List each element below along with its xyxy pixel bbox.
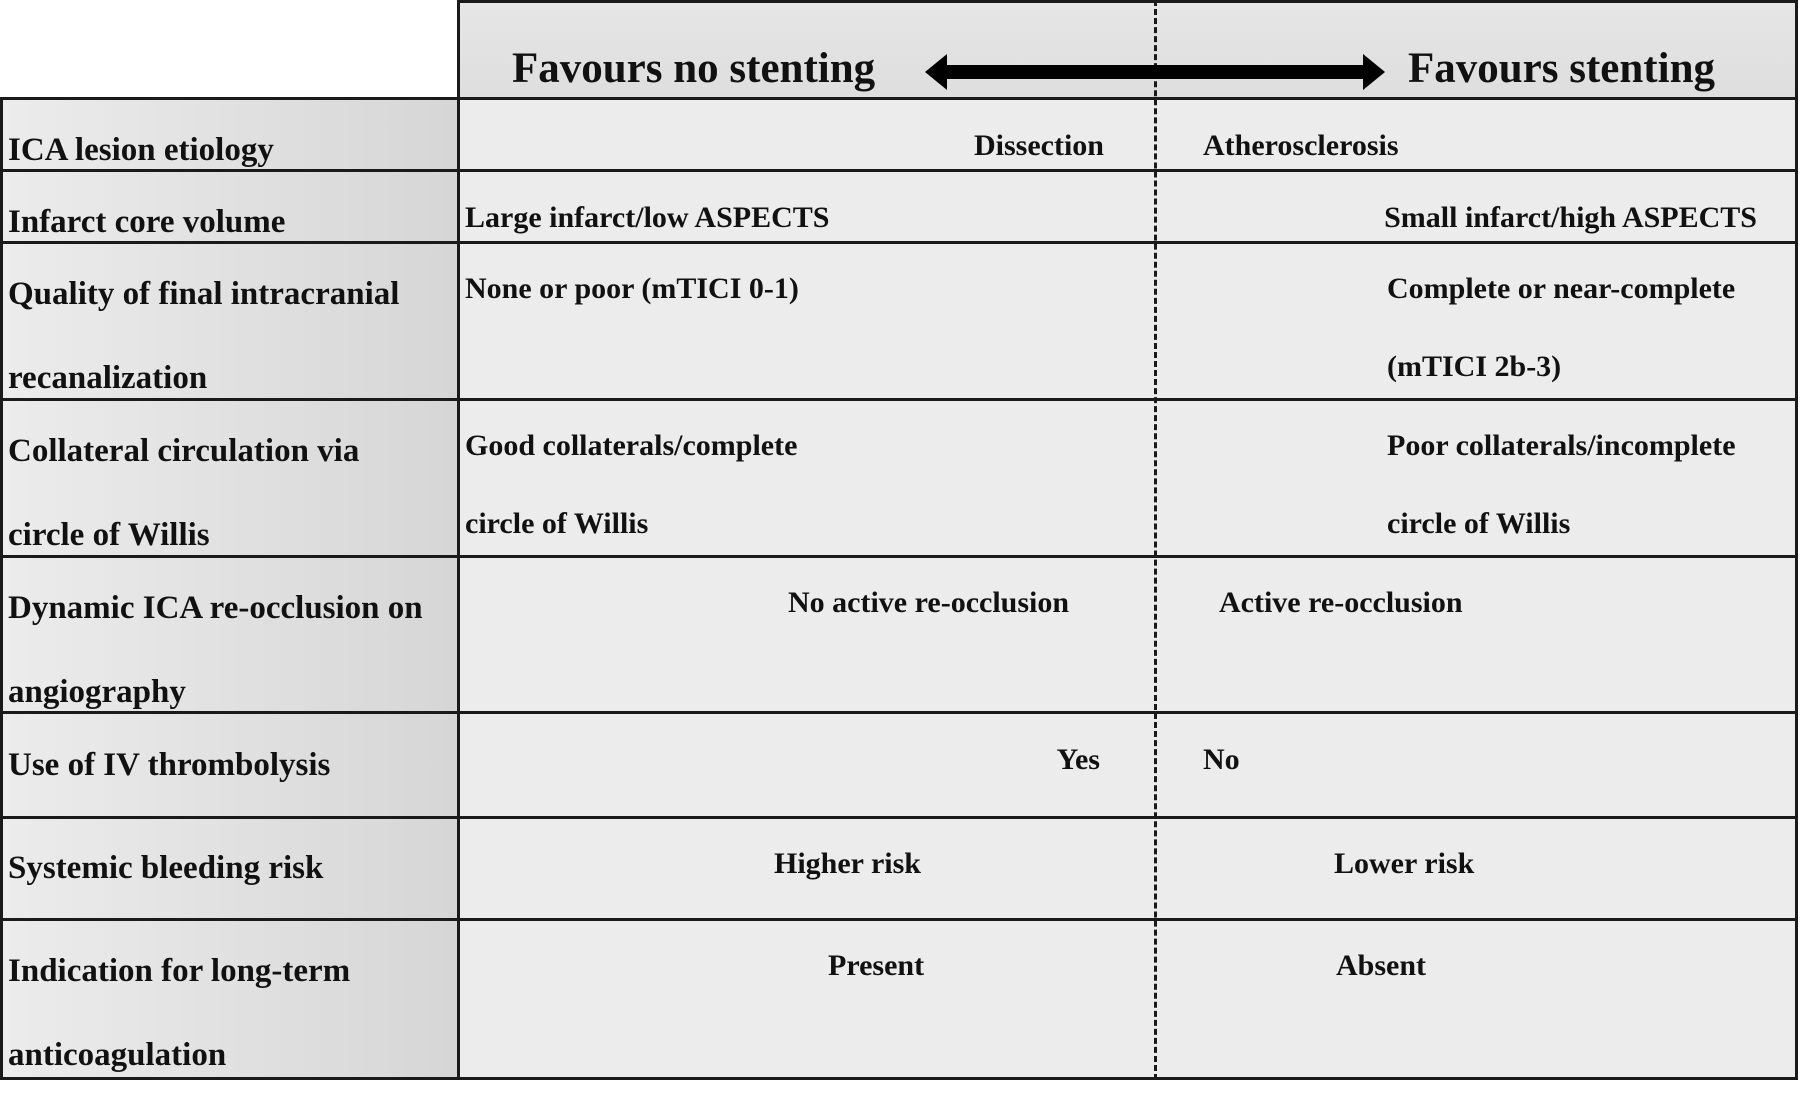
cell-right-lower-risk: Lower risk bbox=[1334, 847, 1475, 880]
cell-left-no-active-reocclusion: No active re-occlusion bbox=[788, 586, 1070, 619]
row-label-ica-lesion-etiology: ICA lesion etiology bbox=[8, 132, 274, 168]
favours-stenting-label: Favours stenting bbox=[1408, 45, 1715, 92]
row-label-quality-recanalization: Quality of final intracranial bbox=[8, 276, 400, 312]
row-label-quality-recanalization: recanalization bbox=[8, 360, 208, 396]
row-divider bbox=[0, 97, 1798, 100]
row-divider bbox=[0, 816, 1798, 819]
cell-right-poor-collaterals: Poor collaterals/incomplete bbox=[1387, 429, 1736, 462]
cell-right-atherosclerosis: Atherosclerosis bbox=[1203, 129, 1399, 162]
favours-no-stenting-label: Favours no stenting bbox=[512, 45, 876, 92]
row-divider bbox=[0, 918, 1798, 921]
row-label-collateral-circulation: circle of Willis bbox=[8, 517, 210, 553]
cell-right-small-infarct: Small infarct/high ASPECTS bbox=[1384, 201, 1757, 234]
row-divider bbox=[0, 711, 1798, 714]
cell-right-complete-recanalization: (mTICI 2b-3) bbox=[1387, 350, 1562, 383]
cell-left-yes: Yes bbox=[1056, 743, 1100, 776]
row-label-dynamic-reocclusion: Dynamic ICA re-occlusion on bbox=[8, 590, 423, 626]
table-left-border bbox=[0, 97, 3, 1080]
cell-left-good-collaterals: Good collaterals/complete bbox=[465, 429, 798, 462]
cell-right-complete-recanalization: Complete or near-complete bbox=[1387, 272, 1736, 305]
double-arrow-icon bbox=[925, 50, 1385, 94]
cell-right-active-reocclusion: Active re-occlusion bbox=[1219, 586, 1463, 619]
row-label-collateral-circulation: Collateral circulation via bbox=[8, 433, 360, 469]
row-label-dynamic-reocclusion: angiography bbox=[8, 674, 186, 710]
table-bottom-border bbox=[0, 1077, 1798, 1080]
cell-right-no: No bbox=[1203, 743, 1240, 776]
center-dashed-divider bbox=[1154, 0, 1157, 1080]
cell-left-good-collaterals: circle of Willis bbox=[465, 507, 649, 540]
row-label-iv-thrombolysis: Use of IV thrombolysis bbox=[8, 747, 331, 783]
row-label-bleeding-risk: Systemic bleeding risk bbox=[8, 850, 324, 886]
cell-left-present: Present bbox=[828, 949, 925, 982]
row-label-infarct-core-volume: Infarct core volume bbox=[8, 204, 286, 240]
row-label-anticoagulation: anticoagulation bbox=[8, 1037, 227, 1073]
cell-left-higher-risk: Higher risk bbox=[774, 847, 921, 880]
cell-left-poor-recanalization: None or poor (mTICI 0-1) bbox=[465, 272, 799, 305]
header-top-border bbox=[457, 0, 1798, 3]
cell-right-absent: Absent bbox=[1336, 949, 1427, 982]
cell-right-poor-collaterals: circle of Willis bbox=[1387, 507, 1571, 540]
cell-left-dissection: Dissection bbox=[974, 129, 1104, 162]
row-label-anticoagulation: Indication for long-term bbox=[8, 953, 351, 989]
cell-left-large-infarct: Large infarct/low ASPECTS bbox=[465, 201, 830, 234]
